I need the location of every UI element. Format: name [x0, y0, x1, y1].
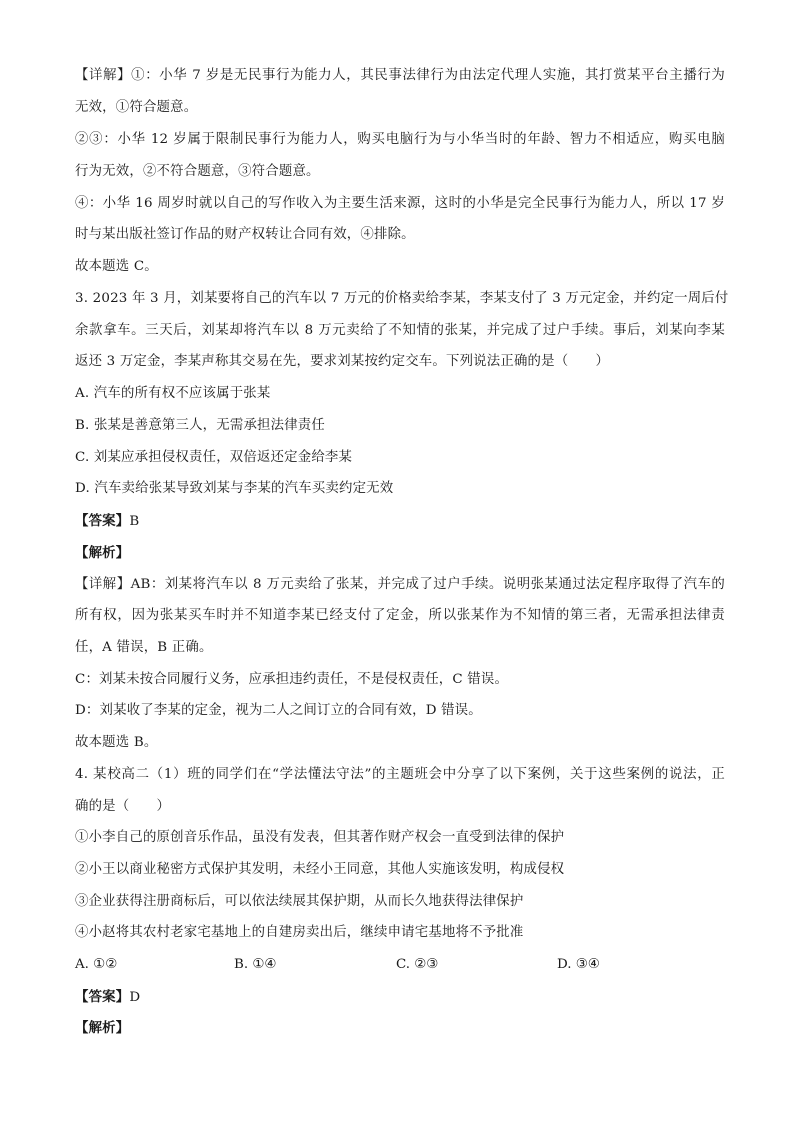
q4-item-4: ④小赵将其农村老家宅基地上的自建房卖出后，继续申请宅基地将不予批准 [75, 925, 524, 940]
q2-conclusion: 故本题选 C。 [75, 259, 158, 274]
q3-answer-value: B [129, 514, 140, 529]
q4-item-3: ③企业获得注册商标后，可以依法续展其保护期，从而长久地获得法律保护 [75, 894, 524, 909]
q2-detail-23-line-2: 行为无效，②不符合题意，③符合题意。 [75, 164, 320, 179]
q2-detail-line-2: 无效，①符合题意。 [75, 100, 198, 115]
q3-answer-label: 【答案】 [75, 513, 130, 529]
q4-option-a: A. ①② [75, 957, 118, 972]
q3-detail-line-3: 任，A 错误，B 正确。 [75, 640, 213, 655]
q4-stem-line-1: 4. 某校高二（1）班的同学们在“学法懂法守法”的主题班会中分享了以下案例，关于这些案例的说法，正 [75, 767, 725, 782]
q3-option-d: D. 汽车卖给张某导致刘某与李某的汽车买卖约定无效 [75, 481, 394, 496]
q4-analysis-label: 【解析】 [75, 1020, 130, 1036]
q3-option-b: B. 张某是善意第三人，无需承担法律责任 [75, 418, 325, 433]
q3-detail-line-2: 所有权，因为张某买车时并不知道李某已经支付了定金，所以张某作为不知情的第三者，无需承担法律责 [75, 608, 725, 623]
q4-stem-line-2: 确的是（ ） [75, 799, 171, 814]
q3-answer [75, 512, 725, 531]
q4-option-c: C. ②③ [396, 957, 439, 972]
q2-detail-line-1: 【详解】①：小华 7 岁是无民事行为能力人，其民事法律行为由法定代理人实施，其打赏某平台主播行为 [75, 68, 725, 83]
q4-answer [75, 988, 725, 1007]
q4-answer-label: 【答案】 [75, 989, 130, 1005]
q3-option-c: C. 刘某应承担侵权责任，双倍返还定金给李某 [75, 450, 353, 465]
q3-stem-line-3: 返还 3 万定金，李某声称其交易在先，要求刘某按约定交车。下列说法正确的是（ ） [75, 354, 610, 369]
q4-option-d: D. ③④ [557, 957, 600, 972]
q3-stem-line-2: 余款拿车。三天后，刘某却将汽车以 8 万元卖给了不知情的张某，并完成了过户手续。事后，刘某向李某 [75, 323, 725, 338]
q4-answer-value: D [129, 990, 141, 1005]
q4-item-1: ①小李自己的原创音乐作品，虽没有发表，但其著作财产权会一直受到法律的保护 [75, 830, 565, 845]
q3-detail-line-1: 【详解】AB：刘某将汽车以 8 万元卖给了张某，并完成了过户手续。说明张某通过法定程序取得了汽车的 [75, 577, 725, 592]
q3-option-a: A. 汽车的所有权不应该属于张某 [75, 386, 271, 401]
q2-detail-4-line-1: ④：小华 16 周岁时就以自己的写作收入为主要生活来源，这时的小华是完全民事行为能力人，所以 17 岁 [75, 196, 725, 211]
q2-detail-4-line-2: 时与某出版社签订作品的财产权转让合同有效，④排除。 [75, 227, 415, 242]
q3-stem-line-1: 3. 2023 年 3 月，刘某要将自己的汽车以 7 万元的价格卖给李某，李某支付了 3 万元定金，并约定一周后付 [75, 291, 729, 306]
q4-item-2: ②小王以商业秘密方式保护其发明，未经小王同意，其他人实施该发明，构成侵权 [75, 862, 565, 877]
q4-option-b: B. ①④ [234, 957, 277, 972]
q3-analysis-label: 【解析】 [75, 545, 130, 561]
q3-conclusion: 故本题选 B。 [75, 735, 158, 750]
q3-detail-c: C：刘某未按合同履行义务，应承担违约责任，不是侵权责任，C 错误。 [75, 672, 509, 687]
q3-detail-d: D：刘某收了李某的定金，视为二人之间订立的合同有效，D 错误。 [75, 703, 482, 718]
q2-detail-23-line-1: ②③：小华 12 岁属于限制民事行为能力人，购买电脑行为与小华当时的年龄、智力不相适应，购买电脑 [75, 132, 725, 147]
